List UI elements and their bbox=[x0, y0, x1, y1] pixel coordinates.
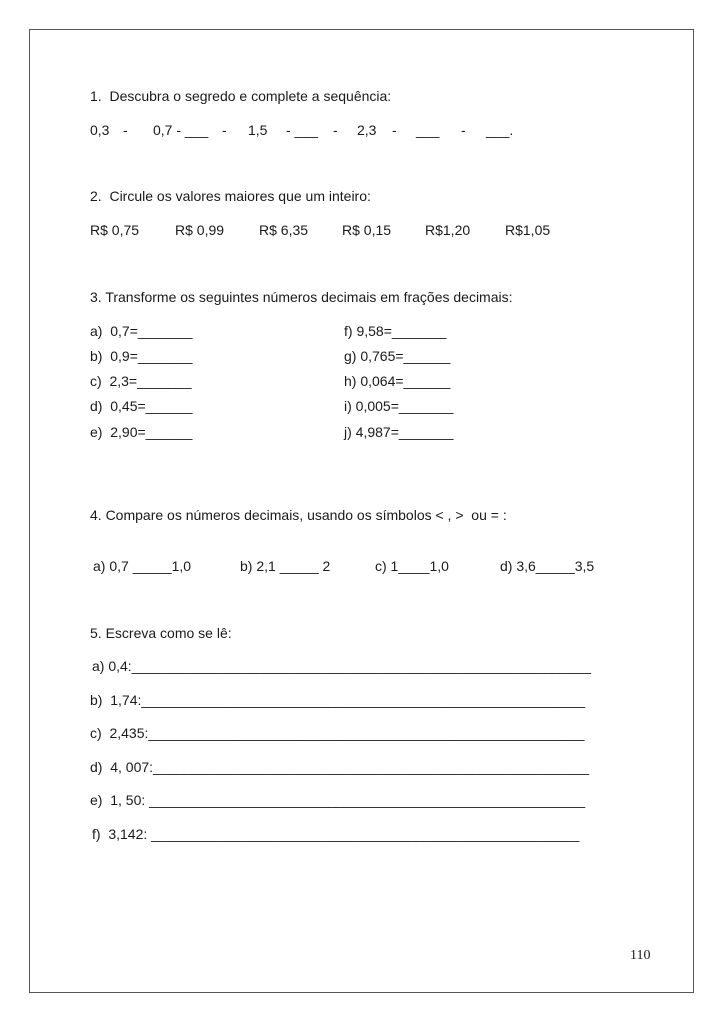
reading-line: a) 0,4:___________________________________________________________ bbox=[92, 658, 592, 674]
compare-item: d) 3,6_____3,5 bbox=[500, 558, 595, 574]
question-1-title: 1. Descubra o segredo e complete a sequência: bbox=[90, 88, 392, 104]
fraction-item: h) 0,064=______ bbox=[344, 373, 451, 389]
reading-line: e) 1, 50: ________________________________________________________ bbox=[90, 792, 586, 808]
reading-line: b) 1,74:_________________________________________________________ bbox=[90, 692, 586, 708]
reading-line: d) 4, 007:________________________________________________________ bbox=[90, 759, 590, 775]
seq-item: - ___ bbox=[286, 122, 318, 138]
money-value: R$1,05 bbox=[505, 222, 551, 238]
reading-line: c) 2,435:________________________________________________________ bbox=[90, 725, 585, 741]
question-2-title: 2. Circule os valores maiores que um inteiro: bbox=[90, 188, 371, 204]
question-5-title: 5. Escreva como se lê: bbox=[90, 625, 232, 641]
seq-item: 1,5 bbox=[248, 122, 268, 138]
money-value: R$ 0,75 bbox=[90, 222, 140, 238]
money-value: R$ 6,35 bbox=[259, 222, 309, 238]
reading-line: f) 3,142: _______________________________________________________ bbox=[92, 826, 580, 842]
fraction-item: b) 0,9=_______ bbox=[90, 348, 193, 364]
seq-sep: - bbox=[333, 122, 338, 138]
compare-item: b) 2,1 _____ 2 bbox=[240, 558, 331, 574]
fraction-item: j) 4,987=_______ bbox=[344, 424, 454, 440]
seq-item: 0,3 bbox=[90, 122, 110, 138]
fraction-item: e) 2,90=______ bbox=[90, 424, 193, 440]
seq-sep: - bbox=[461, 122, 466, 138]
money-value: R$1,20 bbox=[425, 222, 471, 238]
seq-item: ___. bbox=[486, 122, 514, 138]
fraction-item: g) 0,765=______ bbox=[344, 348, 451, 364]
question-4-title: 4. Compare os números decimais, usando os símbolos < , > ou = : bbox=[90, 507, 507, 523]
page-number: 110 bbox=[630, 948, 651, 963]
money-value: R$ 0,15 bbox=[342, 222, 392, 238]
seq-sep: - bbox=[123, 122, 128, 138]
fraction-item: f) 9,58=_______ bbox=[344, 323, 447, 339]
seq-item: 2,3 bbox=[357, 122, 377, 138]
compare-item: a) 0,7 _____1,0 bbox=[93, 558, 192, 574]
fraction-item: d) 0,45=______ bbox=[90, 398, 193, 414]
seq-sep: - bbox=[392, 122, 397, 138]
compare-item: c) 1____1,0 bbox=[375, 558, 449, 574]
fraction-item: c) 2,3=_______ bbox=[90, 373, 192, 389]
question-3-title: 3. Transforme os seguintes números decimais em frações decimais: bbox=[90, 289, 513, 305]
fraction-item: a) 0,7=_______ bbox=[90, 323, 193, 339]
seq-sep: - bbox=[222, 122, 227, 138]
seq-item: ___ bbox=[416, 122, 440, 138]
fraction-item: i) 0,005=_______ bbox=[344, 398, 454, 414]
money-value: R$ 0,99 bbox=[175, 222, 225, 238]
seq-item: 0,7 - ___ bbox=[153, 122, 209, 138]
